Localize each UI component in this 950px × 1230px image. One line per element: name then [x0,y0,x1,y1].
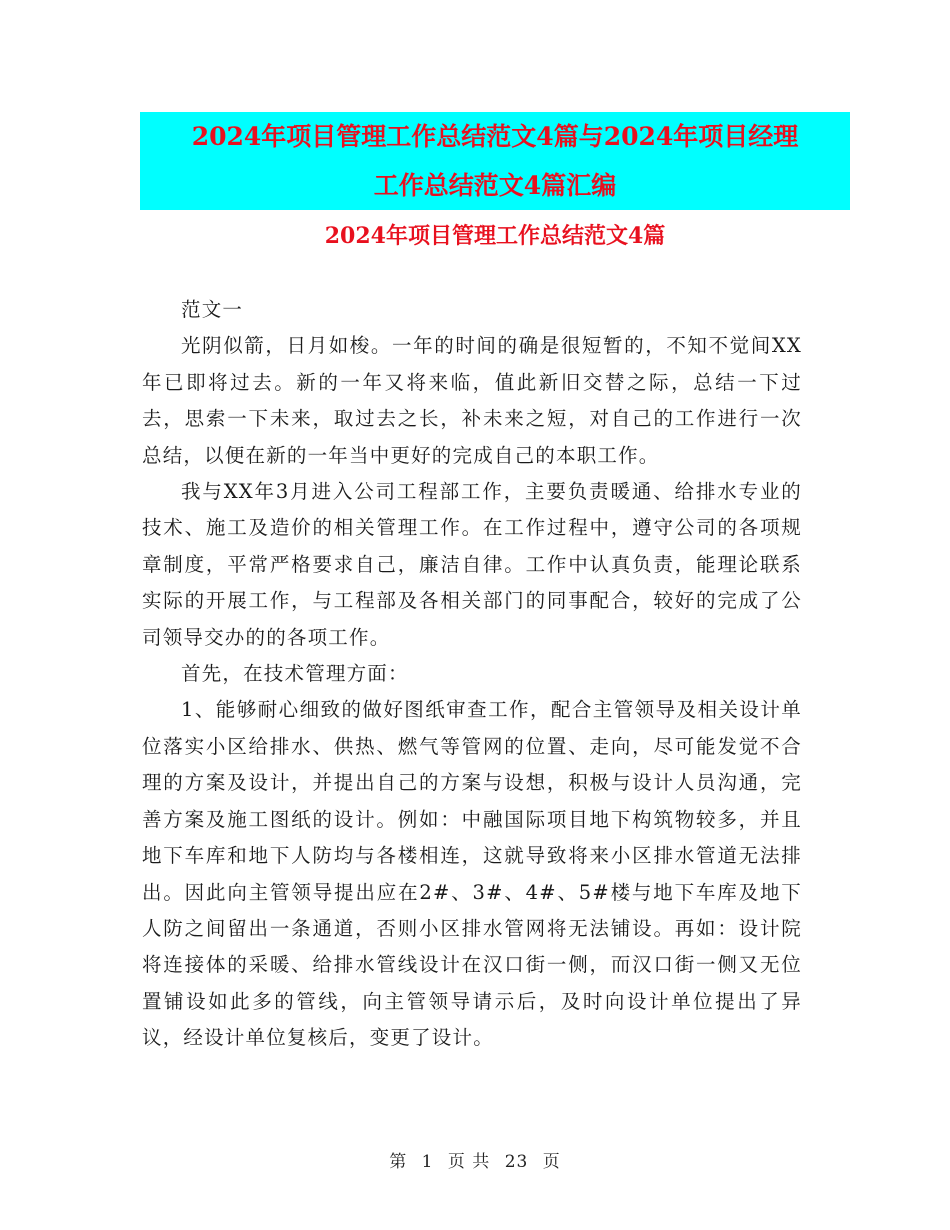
paragraph-drawing-review: 1、能够耐心细致的做好图纸审查工作，配合主管领导及相关设计单位落实小区给排水、供热、燃气等管网的位置、走向，尽可能发觉不合理的方案及设计，并提出自己的方案与设想，积极与设计人员沟通，完善方案及施工图纸的设计。例如：中融国际项目地下构筑物较多，并且地下车库和地下人防均与各楼相连，这就导致将来小区排水管道无法排出。因此向主管领导提出应在2#、3#、4#、5#楼与地下车库及地下人防之间留出一条通道，否则小区排水管网将无法铺设。再如：设计院将连接体的采暖、给排水管线设计在汉口街一侧，而汉口街一侧又无位置铺设如此多的管线，向主管领导请示后，及时向设计单位提出了异议，经设计单位复核后，变更了设计。 [142,698,802,1050]
footer-page-prefix: 第 [389,1152,408,1172]
footer-page-number: 1 [421,1152,434,1172]
paragraph-sample-label: 范文一 [181,298,244,321]
footer-page-suffix: 页 [542,1152,561,1172]
document-title-line-1: 2024年项目管理工作总结范文4篇与2024年项目经理 [191,122,799,151]
page-footer [0,1150,950,1174]
footer-page-mid: 页 共 [447,1152,491,1172]
section-heading: 2024年项目管理工作总结范文4篇 [324,223,666,249]
document-body [142,292,802,1057]
paragraph-intro: 光阴似箭，日月如梭。一年的时间的确是很短暂的，不知不觉间XX年已即将过去。新的一年又将来临，值此新旧交替之际，总结一下过去，思索一下未来，取过去之长，补未来之短，对自己的工作进行一次总结，以便在新的一年当中更好的完成自己的本职工作。 [142,334,802,467]
footer-page-total: 23 [504,1152,529,1172]
paragraph-job-description: 我与XX年3月进入公司工程部工作，主要负责暖通、给排水专业的技术、施工及造价的相关管理工作。在工作过程中，遵守公司的各项规章制度，平常严格要求自己，廉洁自律。工作中认真负责，能理论联系实际的开展工作，与工程部及各相关部门的同事配合，较好的完成了公司领导交办的的各项工作。 [142,480,802,649]
paragraph-tech-management-heading: 首先，在技术管理方面： [181,662,409,686]
document-title [140,112,850,210]
document-title-line-2: 工作总结范文4篇汇编 [373,171,617,200]
